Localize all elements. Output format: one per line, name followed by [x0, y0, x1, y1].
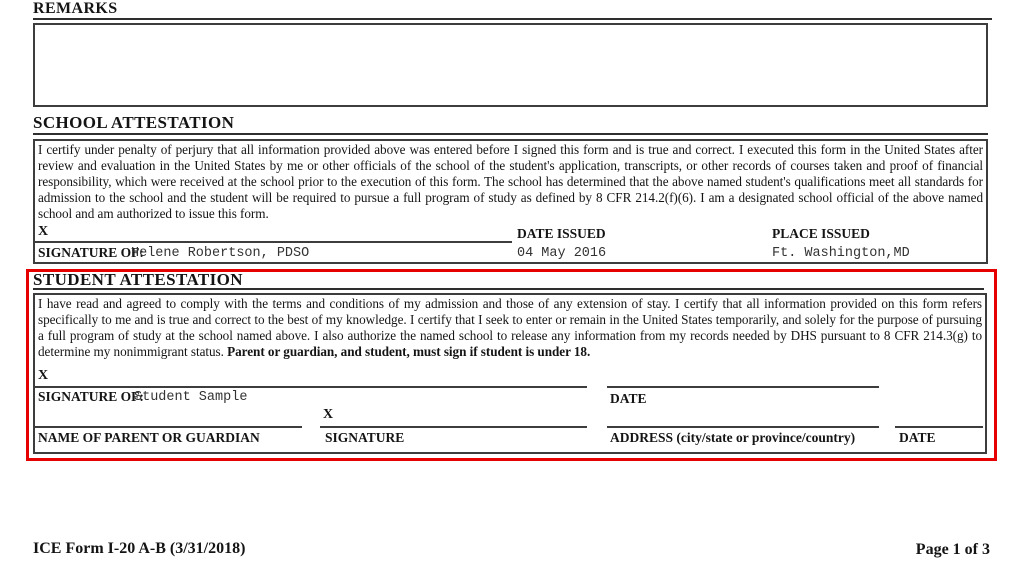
student-attestation-text — [38, 296, 982, 360]
school-signature-line[interactable] — [35, 241, 512, 243]
student-attestation-section — [33, 293, 987, 454]
student-attestation-text-normal: I have read and agreed to comply with the terms and conditions of my admission and those of any extension of stay. I certify that all information provided on this form refers specifically to me and is true and correct to the best of my knowledge. I certify that I seek to enter or remain in the United States temporarily, and solely for the purpose of pursuing a full program of study at the school named above. I also authorize the named school to release any information from my records needed by DHS pursuant to 8 CFR 214.3(g) to determine my nonimmigrant status. — [38, 296, 982, 360]
date-issued-label: DATE ISSUED — [517, 226, 606, 241]
school-attestation-section — [33, 139, 988, 264]
parent-name-label: NAME OF PARENT OR GUARDIAN — [38, 430, 260, 445]
student-date-label: DATE — [610, 391, 647, 406]
address-line[interactable] — [607, 426, 879, 428]
school-attestation-title: SCHOOL ATTESTATION — [33, 113, 988, 135]
parent-date-label: DATE — [899, 430, 936, 445]
parent-signature-x-mark: X — [323, 407, 334, 422]
parent-signature-line[interactable] — [320, 426, 587, 428]
student-signature-of-value[interactable]: Student Sample — [134, 390, 248, 405]
student-signature-of-label: SIGNATURE OF: — [38, 389, 144, 404]
school-attestation-text: I certify under penalty of perjury that all information provided above was entered before I signed this form and is true and correct. I executed this form in the United States after review and evaluation in the United States by me or other officials of the school of the student's application, transcripts, or other records of courses taken and proof of financial responsibility, which were received at the school prior to the execution of this form. The school has determined that the above named student's qualifications meet all standards for admission to the school and the student will be required to pursue a full program of study as defined by 8 CFR 214.2(f)(6). I am a designated school official of the above named school and am authorized to issue this form. — [38, 142, 983, 222]
parent-name-line[interactable] — [35, 426, 302, 428]
place-issued-label: PLACE ISSUED — [772, 226, 870, 241]
form-number: ICE Form I-20 A-B (3/31/2018) — [33, 540, 246, 557]
parent-date-line[interactable] — [895, 426, 983, 428]
place-issued-value[interactable]: Ft. Washington,MD — [772, 246, 910, 261]
student-date-line[interactable] — [607, 386, 879, 388]
school-signature-of-value[interactable]: Helene Robertson, PDSO — [131, 246, 310, 261]
remarks-input-area[interactable] — [33, 23, 988, 107]
student-attestation-title: STUDENT ATTESTATION — [33, 270, 984, 290]
remarks-section-title: REMARKS — [33, 0, 992, 20]
address-label: ADDRESS (city/state or province/country) — [610, 430, 856, 445]
student-signature-x-mark: X — [38, 368, 49, 383]
student-attestation-text-bold: Parent or guardian, and student, must sign if student is under 18. — [227, 344, 591, 360]
school-signature-of-label: SIGNATURE OF: — [38, 245, 144, 260]
page-indicator: Page 1 of 3 — [915, 541, 990, 558]
date-issued-value[interactable]: 04 May 2016 — [517, 246, 607, 261]
parent-signature-label: SIGNATURE — [325, 430, 405, 445]
school-signature-x-mark: X — [38, 224, 49, 239]
student-signature-line[interactable] — [35, 386, 587, 388]
